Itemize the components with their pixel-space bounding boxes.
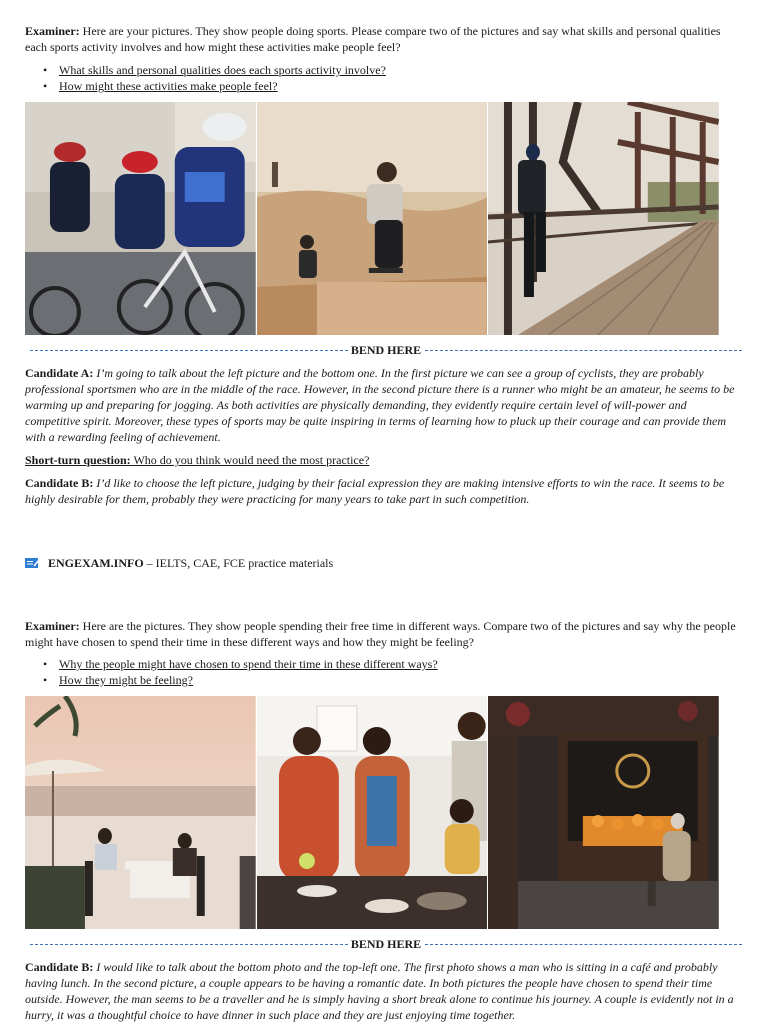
brand-footer [25, 555, 333, 571]
bend-here-divider-1 [30, 343, 742, 357]
bend-text: BEND HERE [350, 343, 422, 357]
couple-dinner-photo [25, 696, 256, 929]
candidate-a-answer [25, 365, 741, 445]
short-turn-question [25, 452, 741, 468]
examiner-prompt-2 [25, 618, 741, 650]
candidate-b-text: I would like to talk about the bottom photo and the top-left one. The first photo shows a man who is sitting in a café and probably having lunch. In the second picture, a couple appears to be having a romantic date. In both pictures the people have chosen to spend their time outside. However, the man seems to be a traveller and he is simply having a short break alone to continue his journey. A couple is evidently not in a hurry, it was a thoughtful choice to have dinner in such place and they are just enjoying time together. [25, 960, 734, 1022]
examiner-label: Examiner: [25, 619, 80, 633]
bridge-runner-photo [488, 102, 719, 335]
bend-label [30, 343, 742, 357]
document-pen-icon [25, 558, 40, 568]
short-turn-label: Short-turn question: [25, 453, 131, 467]
short-turn-text: Who do you think would need the most practice? [130, 453, 370, 467]
question-text: What skills and personal qualities does each sports activity involve? [59, 63, 386, 77]
skateboarder-photo [257, 102, 488, 335]
question-text: How they might be feeling? [59, 673, 193, 687]
examiner-prompt-1 [25, 23, 741, 55]
candidate-b-text: I’d like to choose the left picture, judging by their facial expression they are making intensive efforts to win the race. It seems to be highly desirable for them, probably they were practicing for many years to take part in such competition. [25, 476, 725, 506]
bend-label [30, 937, 742, 951]
brand-text [48, 555, 333, 571]
candidate-b-label: Candidate B: [25, 476, 94, 490]
bend-here-divider-2 [30, 937, 742, 951]
candidate-a-label: Candidate A: [25, 366, 94, 380]
candidate-b-label: Candidate B: [25, 960, 94, 974]
bend-text: BEND HERE [350, 937, 422, 951]
question-text: Why the people might have chosen to spend their time in these different ways? [59, 657, 438, 671]
list-item [43, 62, 386, 78]
candidate-b-answer-1 [25, 475, 741, 507]
examiner-label: Examiner: [25, 24, 80, 38]
candidate-b-answer-2 [25, 959, 741, 1023]
family-cooking-photo [257, 696, 488, 929]
list-item [43, 78, 386, 94]
question-text: How might these activities make people feel? [59, 79, 278, 93]
question-list-1 [43, 62, 386, 94]
sports-photos [25, 102, 719, 335]
man-cafe-photo [488, 696, 719, 929]
list-item [43, 672, 438, 688]
examiner-text: Here are the pictures. They show people spending their free time in different ways. Compare two of the pictures and say why the people might have chosen to spend their time in these different ways and how they might be feeling? [25, 619, 736, 649]
candidate-a-text: I’m going to talk about the left picture and the bottom one. In the first picture we can see a group of cyclists, they are probably professional sportsmen who are in the middle of the race. However, in the second picture there is a runner who might be an amateur, he seems to be warming up and preparing for jogging. As both activities are physically demanding, they evidently require certain level of will-power and competitive spirit. Moreover, these types of sports may be quite inspiring in terms of learning how to pluck up their courage and can provide them with a rewarding feeling of achievement. [25, 366, 735, 444]
cyclists-photo [25, 102, 256, 335]
question-list-2 [43, 656, 438, 688]
examiner-text: Here are your pictures. They show people doing sports. Please compare two of the pictures and say what skills and personal qualities each sports activity involves and how might these activities make people feel? [25, 24, 721, 54]
brand-tagline: – IELTS, CAE, FCE practice materials [143, 556, 334, 570]
leisure-photos [25, 696, 719, 929]
list-item [43, 656, 438, 672]
brand-name: ENGEXAM.INFO [48, 556, 144, 570]
